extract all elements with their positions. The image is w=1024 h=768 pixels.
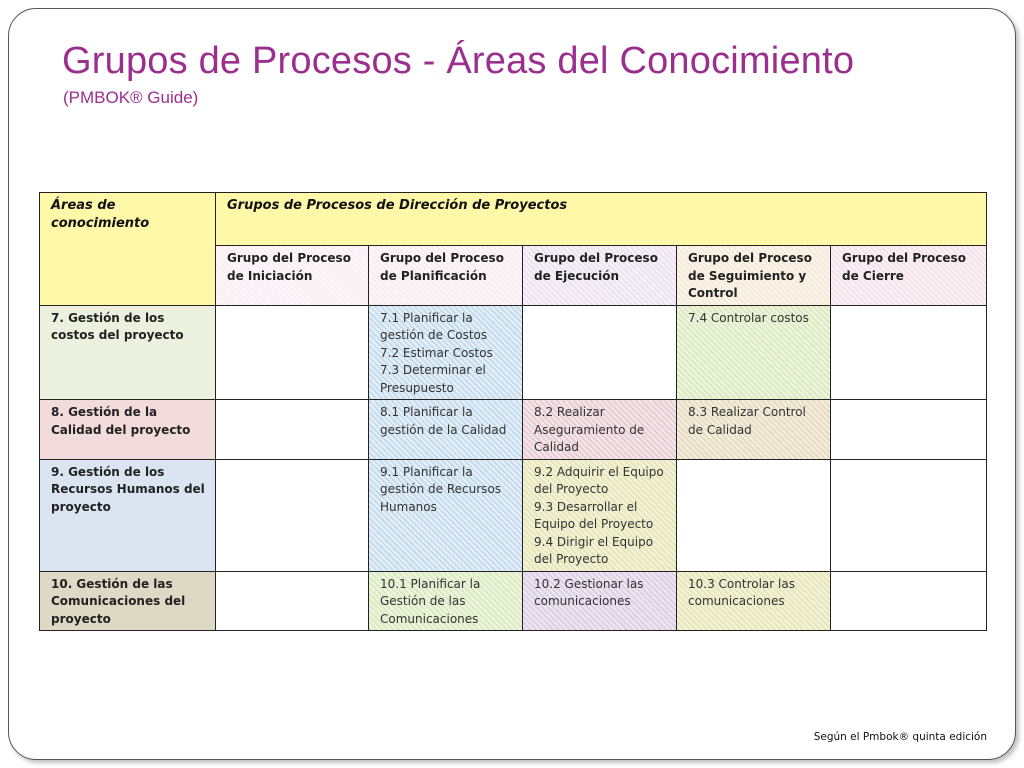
cell-com-planificacion: 10.1 Planificar la Gestión de las Comunicaciones [369,571,523,631]
cell-com-iniciacion [216,571,369,631]
area-cell-recursos-humanos: 9. Gestión de los Recursos Humanos del proyecto [40,459,216,571]
slide-title: Grupos de Procesos - Áreas del Conocimiento [62,40,855,82]
cell-calidad-planificacion: 8.1 Planificar la gestión de la Calidad [369,400,523,460]
phase-header-iniciacion: Grupo del Proceso de Iniciación [216,246,369,306]
area-cell-costos: 7. Gestión de los costos del proyecto [40,305,216,400]
process-groups-table [39,192,987,631]
cell-com-seguimiento: 10.3 Controlar las comunicaciones [677,571,831,631]
cell-costos-ejecucion [523,305,677,400]
phase-header-planificacion: Grupo del Proceso de Planificación [369,246,523,306]
area-cell-calidad: 8. Gestión de la Calidad del proyecto [40,400,216,460]
cell-costos-planificacion: 7.1 Planificar la gestión de Costos 7.2 Estimar Costos 7.3 Determinar el Presupuesto [369,305,523,400]
header-row-groups [40,193,987,246]
cell-rrhh-iniciacion [216,459,369,571]
area-cell-comunicaciones: 10. Gestión de las Comunicaciones del proyecto [40,571,216,631]
footer-note: Según el Pmbok® quinta edición [813,731,987,743]
cell-calidad-cierre [831,400,987,460]
phase-header-ejecucion: Grupo del Proceso de Ejecución [523,246,677,306]
cell-rrhh-seguimiento [677,459,831,571]
cell-rrhh-planificacion: 9.1 Planificar la gestión de Recursos Humanos [369,459,523,571]
phase-header-seguimiento-control: Grupo del Proceso de Seguimiento y Control [677,246,831,306]
table-row-calidad [40,400,987,460]
cell-costos-seguimiento: 7.4 Controlar costos [677,305,831,400]
cell-com-ejecucion: 10.2 Gestionar las comunicaciones [523,571,677,631]
cell-com-cierre [831,571,987,631]
groups-header: Grupos de Procesos de Dirección de Proyectos [216,193,987,246]
slide-subtitle: (PMBOK® Guide) [63,88,199,107]
table-row-recursos-humanos [40,459,987,571]
cell-calidad-iniciacion [216,400,369,460]
cell-calidad-seguimiento: 8.3 Realizar Control de Calidad [677,400,831,460]
cell-costos-iniciacion [216,305,369,400]
cell-costos-cierre [831,305,987,400]
cell-rrhh-cierre [831,459,987,571]
table-row-costos [40,305,987,400]
cell-rrhh-ejecucion: 9.2 Adquirir el Equipo del Proyecto 9.3 Desarrollar el Equipo del Proyecto 9.4 Dirigir el Equipo del Proyecto [523,459,677,571]
areas-header: Áreas de conocimiento [40,193,216,306]
phase-header-cierre: Grupo del Proceso de Cierre [831,246,987,306]
table-row-comunicaciones [40,571,987,631]
cell-calidad-ejecucion: 8.2 Realizar Aseguramiento de Calidad [523,400,677,460]
